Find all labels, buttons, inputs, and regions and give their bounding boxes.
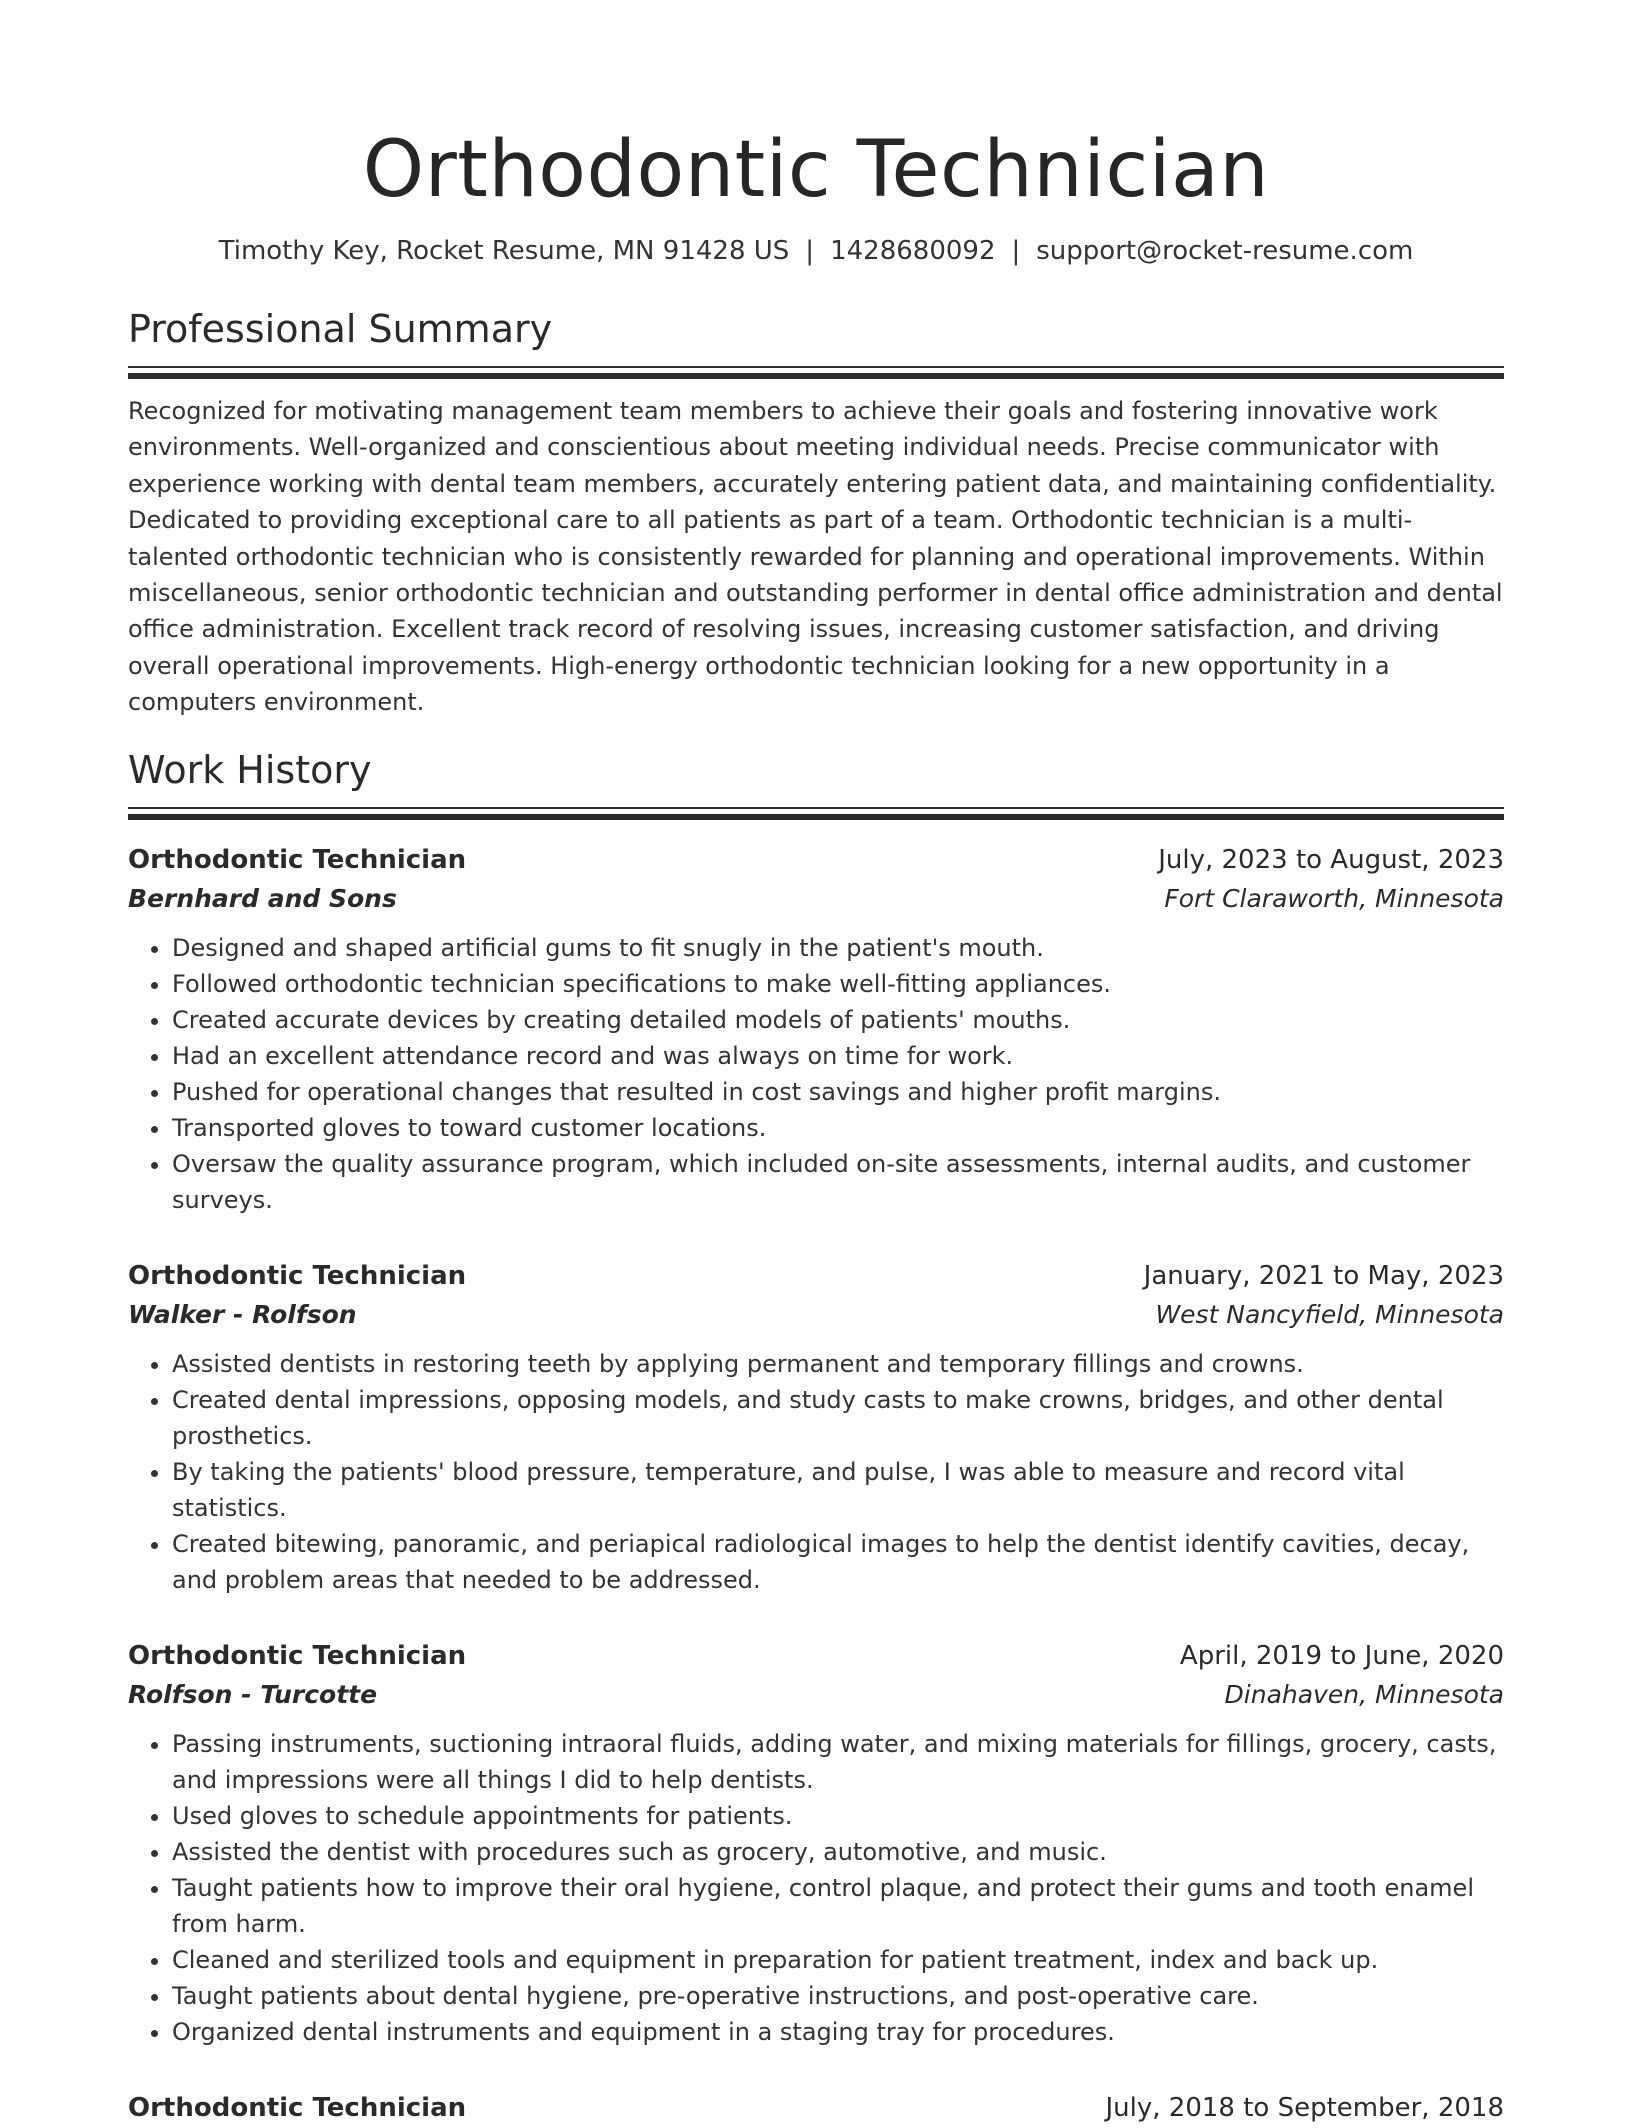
job-bullet: • Cleaned and sterilized tools and equipment in preparation for patient treatment, index and back up.	[172, 1942, 1504, 1978]
work-history-heading: Work History	[128, 747, 372, 792]
job-company: Walker - Rolfson	[128, 1299, 357, 1329]
resume-page	[128, 0, 1504, 2128]
job-dates: July, 2018 to September, 2018	[1105, 2092, 1504, 2123]
job-bullet-list	[128, 1346, 1504, 1598]
section-divider-thick	[128, 814, 1504, 820]
job-header-row	[128, 840, 1504, 880]
job-bullet: • Taught patients how to improve their oral hygiene, control plaque, and protect their gums and tooth enamel from harm.	[172, 1870, 1504, 1942]
job-bullet: • Taught patients about dental hygiene, pre-operative instructions, and post-operative care.	[172, 1978, 1504, 2014]
job-dates: April, 2019 to June, 2020	[1179, 1640, 1504, 1671]
job-bullet: • Designed and shaped artificial gums to fit snugly in the patient's mouth.	[172, 930, 1504, 966]
job-dates: July, 2023 to August, 2023	[1158, 844, 1504, 875]
section-divider	[128, 366, 1504, 368]
job-list	[128, 840, 1504, 2128]
job-entry	[128, 1256, 1504, 1598]
job-bullet: • Had an excellent attendance record and was always on time for work.	[172, 1038, 1504, 1074]
job-bullet: • Created accurate devices by creating detailed models of patients' mouths.	[172, 1002, 1504, 1038]
summary-section	[128, 304, 1504, 721]
job-bullet: • Followed orthodontic technician specifications to make well-fitting appliances.	[172, 966, 1504, 1002]
job-company: Bernhard and Sons	[128, 883, 397, 913]
contact-separator: |	[805, 236, 815, 266]
contact-line	[128, 234, 1504, 268]
contact-email: support@rocket-resume.com	[1036, 236, 1414, 266]
contact-phone: 1428680092	[830, 236, 996, 266]
job-company-row	[128, 1676, 1504, 1714]
work-history-section	[128, 745, 1504, 2128]
job-bullet-list	[128, 1726, 1504, 2050]
job-company: Rolfson - Turcotte	[128, 1679, 378, 1709]
summary-heading: Professional Summary	[128, 307, 553, 351]
job-title: Orthodontic Technician	[128, 1260, 467, 1291]
job-bullet: • Oversaw the quality assurance program, which included on-site assessments, internal audits, and customer surveys.	[172, 1146, 1504, 1218]
job-header-row	[128, 2088, 1504, 2128]
job-title: Orthodontic Technician	[128, 844, 467, 875]
job-company-row	[128, 880, 1504, 918]
job-location: Dinahaven, Minnesota	[1224, 1679, 1504, 1709]
job-location: Fort Claraworth, Minnesota	[1164, 883, 1504, 913]
job-bullet: • Created dental impressions, opposing models, and study casts to make crowns, bridges, and other dental prosthetics.	[172, 1382, 1504, 1454]
job-bullet: • Passing instruments, suctioning intraoral fluids, adding water, and mixing materials for fillings, grocery, casts, and impressions were all things I did to help dentists.	[172, 1726, 1504, 1798]
job-bullet: • Used gloves to schedule appointments for patients.	[172, 1798, 1504, 1834]
job-entry	[128, 2088, 1504, 2128]
job-bullet: • Created bitewing, panoramic, and periapical radiological images to help the dentist identify cavities, decay, and problem areas that needed to be addressed.	[172, 1526, 1504, 1598]
job-bullet: • Organized dental instruments and equipment in a staging tray for procedures.	[172, 2014, 1504, 2050]
job-bullet-list	[128, 930, 1504, 1218]
resume-title: Orthodontic Technician	[362, 125, 1270, 215]
job-entry	[128, 840, 1504, 1218]
job-title: Orthodontic Technician	[128, 2092, 467, 2123]
section-divider	[128, 807, 1504, 809]
job-bullet: • Transported gloves to toward customer locations.	[172, 1110, 1504, 1146]
contact-address: Timothy Key, Rocket Resume, MN 91428 US	[218, 236, 790, 266]
contact-separator: |	[1011, 236, 1021, 266]
job-dates: January, 2021 to May, 2023	[1143, 1260, 1504, 1291]
job-bullet: • Pushed for operational changes that resulted in cost savings and higher profit margins.	[172, 1074, 1504, 1110]
job-title: Orthodontic Technician	[128, 1640, 467, 1671]
job-location: West Nancyfield, Minnesota	[1155, 1299, 1504, 1329]
job-bullet: • By taking the patients' blood pressure, temperature, and pulse, I was able to measure and record vital statistics.	[172, 1454, 1504, 1526]
job-company-row	[128, 1296, 1504, 1334]
job-bullet: • Assisted the dentist with procedures such as grocery, automotive, and music.	[172, 1834, 1504, 1870]
summary-text: Recognized for motivating management team members to achieve their goals and fostering innovative work environments. Well-organized and conscientious about meeting individual needs. Precise communicator with experience working with dental team members, accurately entering patient data, and maintaining confidentiality. Dedicated to providing exceptional care to all patients as part of a team. Orthodontic technician is a multi-talented orthodontic technician who is consistently rewarded for planning and operational improvements. Within miscellaneous, senior orthodontic technician and outstanding performer in dental office administration and dental office administration. Excellent track record of resolving issues, increasing customer satisfaction, and driving overall operational improvements. High-energy orthodontic technician looking for a new opportunity in a computers environment.	[128, 397, 1503, 717]
section-divider-thick	[128, 373, 1504, 379]
job-header-row	[128, 1636, 1504, 1676]
job-header-row	[128, 1256, 1504, 1296]
job-bullet: • Assisted dentists in restoring teeth by applying permanent and temporary fillings and crowns.	[172, 1346, 1504, 1382]
job-entry	[128, 1636, 1504, 2050]
